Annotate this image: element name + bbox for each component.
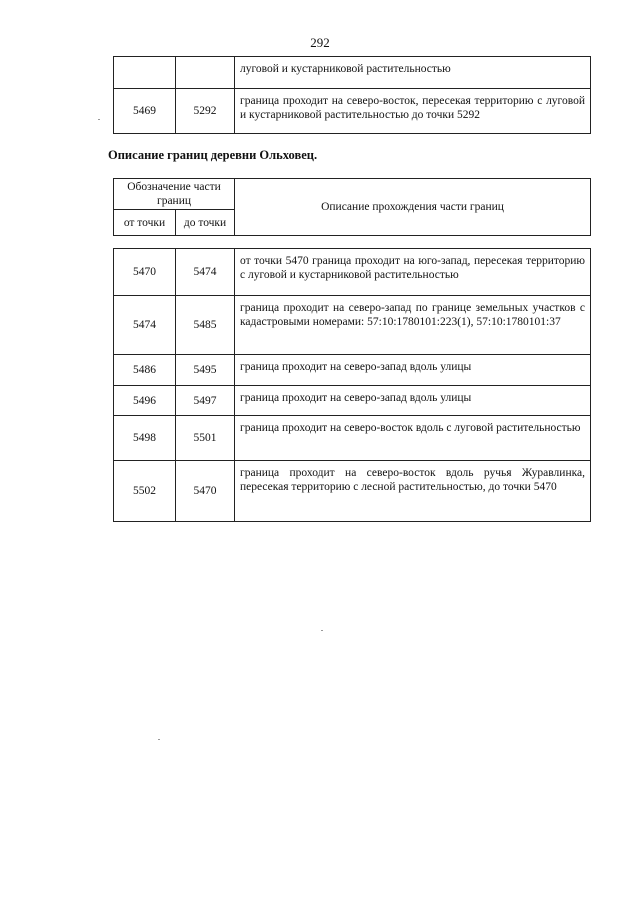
from-point-cell: 5496 bbox=[114, 386, 176, 416]
table-row bbox=[114, 296, 591, 355]
from-point-cell: 5486 bbox=[114, 355, 176, 386]
table-row bbox=[114, 461, 591, 522]
boundary-table bbox=[113, 248, 591, 522]
to-point-header: до точки bbox=[176, 210, 235, 236]
description-cell: луговой и кустарниковой растительностью bbox=[235, 57, 591, 89]
to-point-cell: 5495 bbox=[176, 355, 235, 386]
description-cell: граница проходит на северо-восток вдоль ручья Журавлинка, пересекая территорию с лесной растительностью, до точки 5470 bbox=[235, 461, 591, 522]
table-row bbox=[114, 386, 591, 416]
description-header: Описание прохождения части границ bbox=[235, 179, 591, 236]
description-cell: граница проходит на северо-восток вдоль с луговой растительностью bbox=[235, 416, 591, 461]
section-heading: Описание границ деревни Ольховец. bbox=[108, 148, 318, 162]
page-number: 292 bbox=[310, 35, 330, 50]
from-point-cell bbox=[114, 57, 176, 89]
to-point-cell: 5497 bbox=[176, 386, 235, 416]
scan-speck bbox=[98, 119, 100, 120]
from-point-cell: 5474 bbox=[114, 296, 176, 355]
table-row bbox=[114, 416, 591, 461]
to-point-cell: 5292 bbox=[176, 89, 235, 134]
table-row bbox=[114, 355, 591, 386]
to-point-cell: 5501 bbox=[176, 416, 235, 461]
description-cell: граница проходит на северо-восток, пересекая территорию с луговой и кустарниковой растительностью до точки 5292 bbox=[235, 89, 591, 134]
from-point-cell: 5502 bbox=[114, 461, 176, 522]
from-point-cell: 5498 bbox=[114, 416, 176, 461]
scan-speck bbox=[158, 739, 160, 740]
description-cell: граница проходит на северо-запад вдоль улицы bbox=[235, 355, 591, 386]
to-point-cell: 5485 bbox=[176, 296, 235, 355]
to-point-cell: 5470 bbox=[176, 461, 235, 522]
from-point-header: от точки bbox=[114, 210, 176, 236]
table-row bbox=[114, 57, 591, 89]
table-row bbox=[114, 249, 591, 296]
description-cell: граница проходит на северо-запад по границе земельных участков с кадастровыми номерами: 57:10:1780101:223(1), 57:10:1780101:37 bbox=[235, 296, 591, 355]
to-point-cell: 5474 bbox=[176, 249, 235, 296]
description-cell: от точки 5470 граница проходит на юго-запад, пересекая территорию с луговой и кустарниковой растительностью bbox=[235, 249, 591, 296]
point-designation-header: Обозначение части границ bbox=[114, 179, 235, 210]
boundary-table-header bbox=[113, 178, 591, 236]
table-row bbox=[114, 89, 591, 134]
from-point-cell: 5469 bbox=[114, 89, 176, 134]
continuation-table bbox=[113, 56, 591, 134]
from-point-cell: 5470 bbox=[114, 249, 176, 296]
to-point-cell bbox=[176, 57, 235, 89]
scan-speck bbox=[321, 630, 323, 631]
description-cell: граница проходит на северо-запад вдоль улицы bbox=[235, 386, 591, 416]
